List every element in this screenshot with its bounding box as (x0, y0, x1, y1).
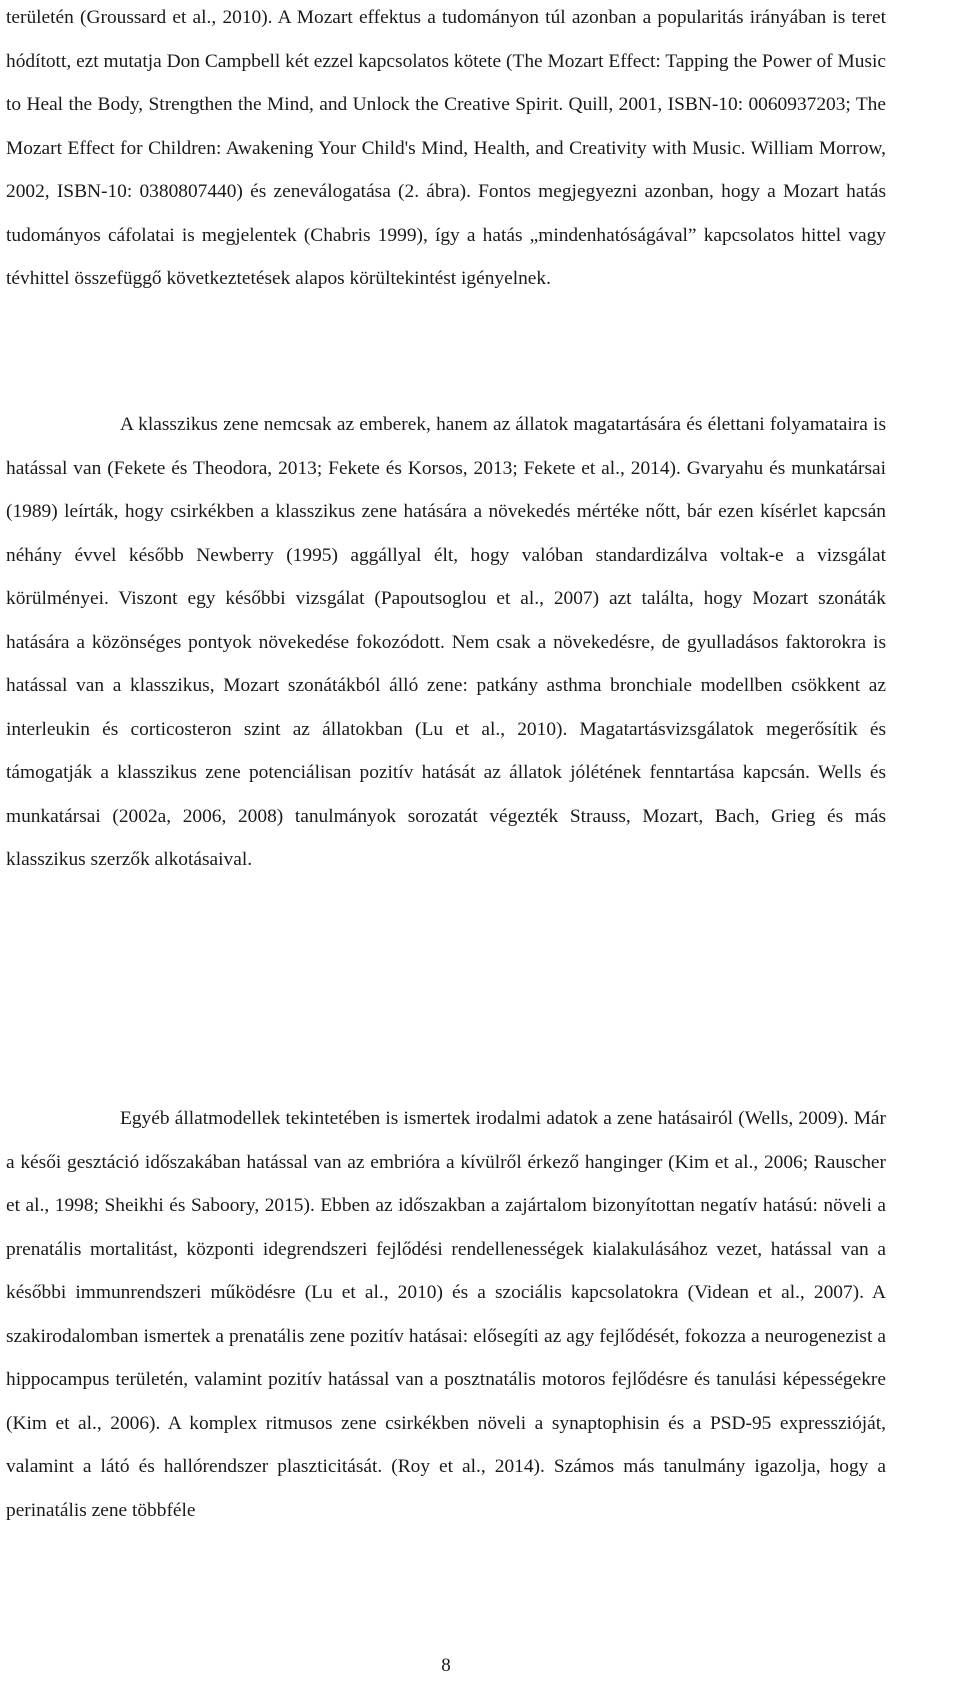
paragraph-mozart-effect: területén (Groussard et al., 2010). A Mozart effektus a tudományon túl azonban a popularitás irányában is teret hódított, ezt mutatja Don Campbell két ezzel kapcsolatos kötete (The Mozart Effect: Tapping the Power of Music to Heal the Body, Strengthen the Mind, and Unlock the Creative Spirit. Quill, 2001, ISBN-10: 0060937203; The Mozart Effect for Children: Awakening Your Child's Mind, Health, and Creativity with Music. William Morrow, 2002, ISBN-10: 0380807440) és zeneválogatása (2. ábra). Fontos megjegyezni azonban, hogy a Mozart hatás tudományos cáfolatai is megjelentek (Chabris 1999), így a hatás „mindenhatóságával” kapcsolatos hittel vagy tévhittel összefüggő következtetések alapos körültekintést igényelnek. (6, 7, 886, 289)
page-number: 8 (441, 1655, 451, 1676)
paragraph-classical-music-animals: A klasszikus zene nemcsak az emberek, hanem az állatok magatartására és élettani folyamataira is hatással van (Fekete és Theodora, 2013; Fekete és Korsos, 2013; Fekete et al., 2014). Gvaryahu és munkatársai (1989) leírták, hogy csirkékben a klasszikus zene hatására a növekedés mértéke nőtt, bár ezen kísérlet kapcsán néhány évvel később Newberry (1995) aggállyal élt, hogy valóban standardizálva voltak-e a vizsgálat körülményei. Viszont egy későbbi vizsgálat (Papoutsoglou et al., 2007) azt találta, hogy Mozart szonáták hatására a közönséges pontyok növekedése fokozódott. Nem csak a növekedésre, de gyulladásos faktorokra is hatással van a klasszikus, Mozart szonátákból álló zene: patkány asthma bronchiale modellben csökkent az interleukin és corticosteron szint az állatokban (Lu et al., 2010). Magatartásvizsgálatok megerősítik és támogatják a klasszikus zene potenciálisan pozitív hatását az állatok jólétének fenntartása kapcsán. Wells és munkatársai (2002a, 2006, 2008) tanulmányok sorozatát végezték Strauss, Mozart, Bach, Grieg és más klasszikus szerzők alkotásaival. (6, 414, 886, 870)
paragraph-prenatal-effects: Egyéb állatmodellek tekintetében is ismertek irodalmi adatok a zene hatásairól (Wells, 2009). Már a késői gesztáció időszakában hatással van az embrióra a kívülről érkező hanginger (Kim et al., 2006; Rauscher et al., 1998; Sheikhi és Saboory, 2015). Ebben az időszakban a zajártalom bizonyítottan negatív hatású: növeli a prenatális mortalitást, központi idegrendszeri fejlődési rendellenességek kialakulásához vezet, hatással van a későbbi immunrendszeri működésre (Lu et al., 2010) és a szociális kapcsolatokra (Videan et al., 2007). A szakirodalomban ismertek a prenatális zene pozitív hatásai: elősegíti az agy fejlődését, fokozza a neurogenezist a hippocampus területén, valamint pozitív hatással van a posztnatális motoros fejlődésre és tanulási képességekre (Kim et al., 2006). A komplex ritmusos zene csirkékben növeli a synaptophisin és a PSD-95 expresszióját, valamint a látó és hallórendszer plaszticitását. (Roy et al., 2014). Számos más tanulmány igazolja, hogy a perinatális zene többféle (6, 1108, 886, 1521)
